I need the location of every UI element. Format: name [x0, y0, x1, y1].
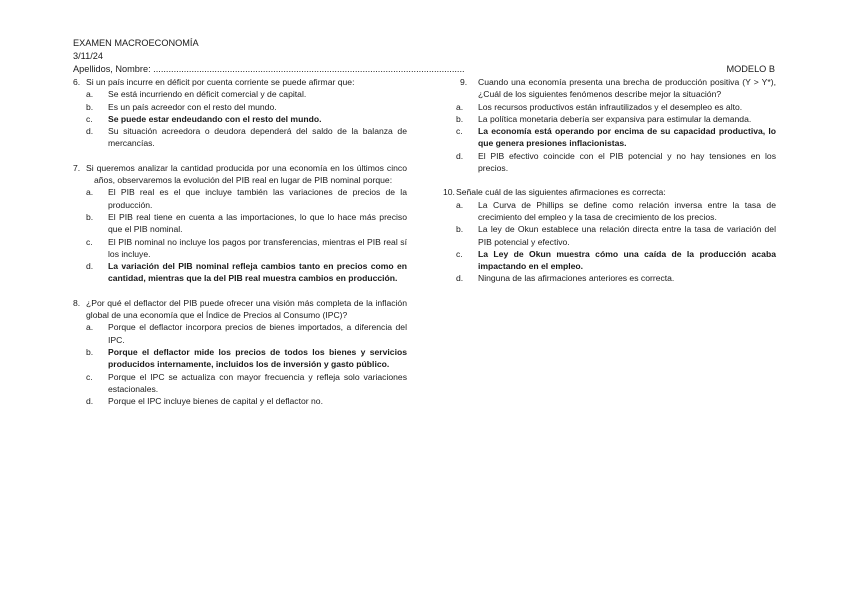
option-c	[73, 236, 407, 261]
option-text: La economía está operando por encima de su capacidad productiva, lo que genera presiones inflacionistas.	[478, 126, 776, 149]
option-letter: c.	[86, 236, 93, 247]
option-text: La variación del PIB nominal refleja cambios tanto en precios como en cantidad, mientras que la del PIB real muestra cambios en producción.	[108, 261, 407, 284]
option-a	[73, 186, 407, 211]
option-d	[73, 395, 407, 407]
option-text: Se está incurriendo en déficit comercial y de capital.	[108, 89, 307, 100]
option-letter: c.	[456, 126, 463, 137]
question-number: 10.	[443, 187, 455, 198]
option-letter: b.	[86, 211, 94, 222]
option-text: Su situación acreedora o deudora dependerá del saldo de la balanza de mercancías.	[108, 126, 407, 149]
question-text: Señale cuál de las siguientes afirmaciones es correcta:	[456, 187, 666, 198]
option-text: El PIB efectivo coincide con el PIB potencial y no hay tensiones en los precios.	[478, 150, 776, 174]
option-text: La ley de Okun establece una relación directa entre la tasa de variación del PIB potencial y efectivo.	[478, 224, 776, 247]
option-b	[73, 101, 407, 113]
option-letter: c.	[456, 248, 463, 259]
option-a	[73, 88, 407, 100]
option-text: La Ley de Okun muestra cómo una caída de la producción acaba impactando en el empleo.	[478, 248, 776, 272]
option-letter: d.	[86, 126, 94, 137]
option-a	[443, 199, 776, 224]
question-8	[73, 297, 407, 408]
option-b	[73, 211, 407, 236]
options-list	[443, 101, 776, 175]
option-c	[443, 248, 776, 273]
exam-model: MODELO B	[726, 64, 775, 74]
name-line: Apellidos, Nombre: ..........................................................................................................................	[73, 64, 465, 74]
option-c	[73, 371, 407, 396]
option-letter: d.	[456, 150, 464, 161]
exam-title: EXAMEN MACROECONOMÍA	[73, 38, 199, 48]
option-text: El PIB real es el que incluye también las variaciones de precios de la producción.	[108, 187, 407, 210]
question-6	[73, 76, 407, 150]
option-letter: a.	[456, 101, 464, 112]
question-number: 9.	[460, 77, 468, 87]
options-list	[73, 186, 407, 284]
option-text: Se puede estar endeudando con el resto del mundo.	[108, 113, 322, 124]
option-letter: b.	[456, 224, 464, 235]
question-number: 7.	[73, 162, 81, 173]
exam-date: 3/11/24	[73, 51, 103, 61]
options-list	[73, 321, 407, 407]
option-letter: d.	[456, 273, 464, 284]
option-text: Porque el IPC incluye bienes de capital y el deflactor no.	[108, 396, 323, 407]
option-text: La política monetaria debería ser expansiva para estimular la demanda.	[478, 113, 752, 124]
option-text: Porque el IPC se actualiza con mayor frecuencia y refleja solo variaciones estacionales.	[108, 371, 407, 394]
option-b	[443, 223, 776, 248]
option-letter: b.	[86, 346, 94, 357]
option-letter: d.	[86, 261, 94, 272]
option-letter: a.	[86, 322, 94, 333]
option-c	[443, 125, 776, 150]
question-text: Si queremos analizar la cantidad producida por una economía en los últimos cinco años, observaremos la evolución del PIB real en lugar de PIB nominal porque:	[86, 162, 407, 186]
options-list	[73, 88, 407, 149]
left-column	[73, 76, 407, 419]
option-d	[443, 150, 776, 175]
option-a	[443, 101, 776, 113]
option-letter: a.	[456, 199, 464, 210]
option-letter: c.	[86, 113, 93, 124]
option-letter: c.	[86, 371, 93, 382]
option-a	[73, 321, 407, 346]
option-text: La Curva de Phillips se define como relación inversa entre la tasa de crecimiento del empleo y la tasa de crecimiento de los precios.	[478, 199, 776, 222]
option-text: Los recursos productivos están infrautilizados y el desempleo es alto.	[478, 101, 743, 112]
question-7	[73, 162, 407, 285]
option-text: Es un país acreedor con el resto del mundo.	[108, 101, 277, 112]
option-b	[73, 346, 407, 371]
option-b	[443, 113, 776, 125]
question-number: 8.	[73, 297, 81, 308]
option-letter: b.	[456, 113, 464, 124]
option-text: Porque el deflactor incorpora precios de bienes importados, a diferencia del IPC.	[108, 322, 407, 345]
option-text: Porque el deflactor mide los precios de todos los bienes y servicios producidos internamente, incluidos los de inversión y gasto público.	[108, 346, 407, 370]
option-text: El PIB nominal no incluye los pagos por transferencias, mientras el PIB real sí los incluye.	[108, 236, 407, 259]
right-column	[443, 76, 776, 297]
question-text: Cuando una economía presenta una brecha de producción positiva (Y > Y*), ¿Cuál de los siguientes fenómenos describe mejor la situación?	[478, 77, 776, 100]
option-letter: a.	[86, 187, 94, 198]
option-text: Ninguna de las afirmaciones anteriores es correcta.	[478, 273, 675, 284]
option-text: El PIB real tiene en cuenta a las importaciones, lo que lo hace más preciso que el PIB nominal.	[108, 211, 407, 235]
question-text: Si un país incurre en déficit por cuenta corriente se puede afirmar que:	[86, 77, 355, 87]
options-list	[443, 199, 776, 285]
question-number: 6.	[73, 77, 81, 87]
option-letter: a.	[86, 89, 94, 100]
option-c	[73, 113, 407, 125]
option-letter: b.	[86, 101, 94, 112]
option-letter: d.	[86, 396, 94, 407]
question-text: ¿Por qué el deflactor del PIB puede ofrecer una visión más completa de la inflación global de una economía que el Índice de Precios al Consumo (IPC)?	[86, 297, 407, 321]
option-d	[73, 125, 407, 150]
question-9	[443, 76, 776, 174]
question-10	[443, 186, 776, 284]
option-d	[443, 272, 776, 284]
option-d	[73, 260, 407, 285]
